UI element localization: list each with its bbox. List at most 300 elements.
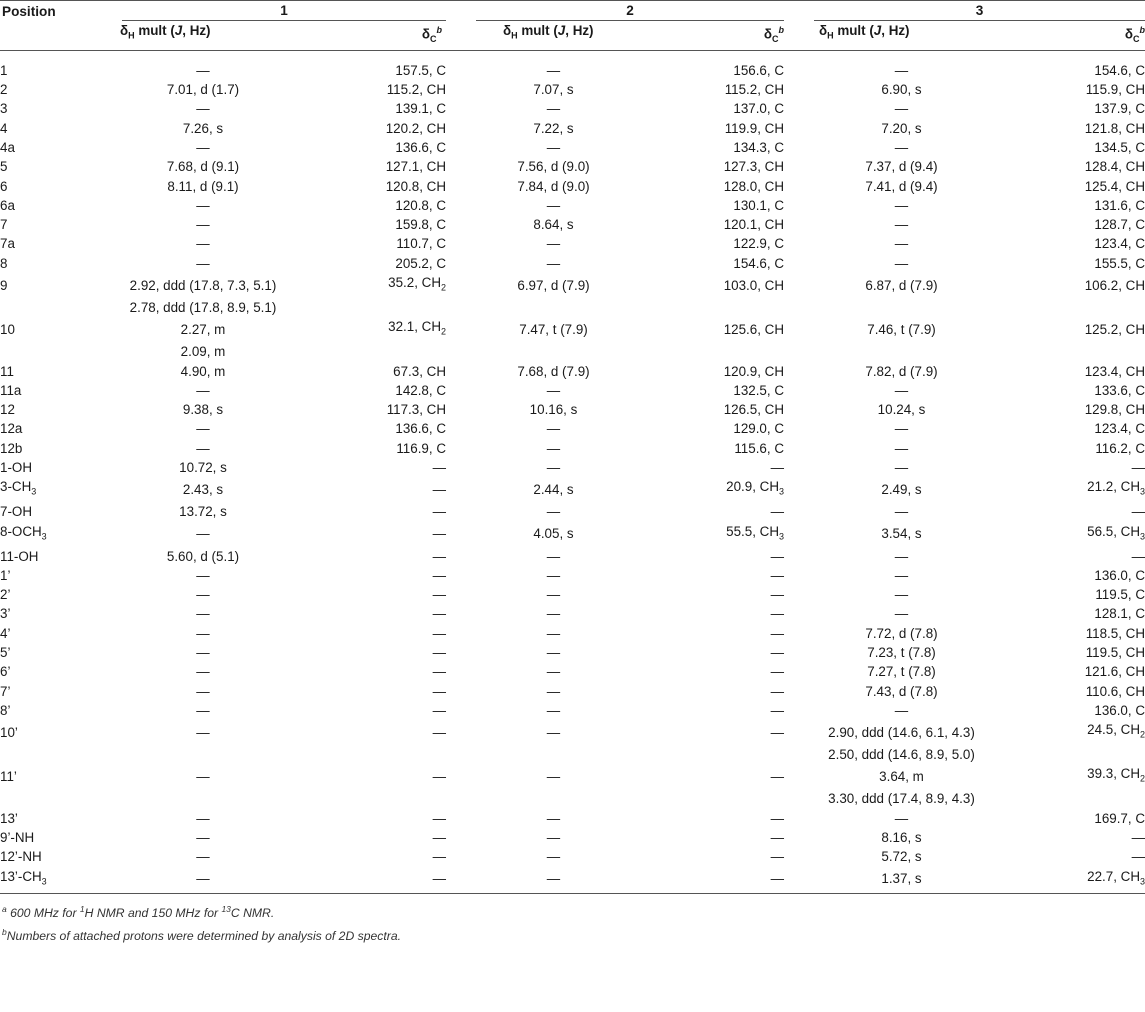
dh-cell-3: 3.64, m (879, 769, 924, 785)
dh-cell-1: — (196, 625, 210, 641)
dc-cell-2: — (770, 725, 784, 741)
dh-cell-3: 6.87, d (7.9) (865, 277, 938, 293)
dc-cell-1: — (432, 830, 446, 846)
dc-cell-1: 116.9, C (396, 440, 446, 456)
table-row (0, 604, 1145, 623)
dh-cell-1: — (196, 664, 210, 680)
dc-cell-1: 136.6, C (395, 139, 446, 155)
dc-cell-3: 24.5, $CH_2$ (1087, 722, 1145, 740)
dc-cell-1: — (432, 460, 446, 476)
table-row (0, 566, 1145, 585)
dh-cell-2: — (546, 702, 561, 718)
table-row (0, 400, 1145, 419)
position-cell: 11 (0, 363, 14, 379)
dh-cell-3: 3.54, s (881, 526, 922, 542)
position-cell (0, 789, 112, 808)
dc-cell-3 (1019, 789, 1145, 808)
dc-cell-2: 137.0, C (733, 101, 784, 117)
dc-cell-1 (294, 342, 446, 361)
dh-cell-2: — (546, 440, 561, 456)
dh-cell-2: — (546, 645, 561, 661)
dc-cell-1: 120.8, CH (385, 178, 446, 194)
table-row (0, 381, 1145, 400)
dh-cell-1: — (196, 217, 210, 233)
table-row (0, 317, 1145, 342)
table-row (0, 196, 1145, 215)
compound-1-header: 1 (112, 1, 446, 22)
dc-cell-2: 156.6, C (733, 62, 784, 78)
dc-cell-1: — (432, 849, 446, 865)
dh-cell-2 (446, 789, 661, 808)
dc-cell-1: — (432, 664, 446, 680)
table-row (0, 682, 1145, 701)
dh-cell-1: — (196, 139, 210, 155)
dh-cell-2: — (546, 625, 561, 641)
dh-cell-3: — (894, 504, 909, 520)
dc-cell-2 (661, 745, 784, 764)
position-cell: 10’ (0, 725, 18, 741)
dh-cell-1: — (196, 197, 210, 213)
dh-cell-2: — (446, 867, 661, 893)
dc-cell-3: 134.5, C (1094, 139, 1145, 155)
table-row (0, 643, 1145, 662)
table-row (0, 99, 1145, 118)
dh-cell-3: 1.37, s (784, 867, 1019, 893)
dc-cell-2: — (770, 664, 784, 680)
dc-cell-1: 35.2, $CH_2$ (388, 275, 446, 293)
dc-cell-3: 128.4, CH (1084, 159, 1145, 175)
dh-cell-3: 7.41, d (9.4) (865, 178, 938, 194)
dc-cell-2: 119.9, CH (724, 120, 784, 136)
dc-cell-1: — (432, 645, 446, 661)
table-row (0, 177, 1145, 196)
position-cell: 4’ (0, 625, 11, 641)
dc-cell-1: 136.6, C (395, 421, 446, 437)
dc-cell-3: 119.5, C (1095, 587, 1145, 603)
dh-cell-2: 7.47, t (7.9) (519, 322, 588, 338)
dc-cell-2: — (770, 625, 784, 641)
dc-cell-1: 115.2, CH (386, 82, 446, 98)
table-row (0, 477, 1145, 502)
dh-cell-3: 3.30, ddd (17.4, 8.9, 4.3) (828, 791, 975, 807)
dh-cell-1: — (196, 810, 210, 826)
dh-cell-3: — (894, 810, 909, 826)
dc-cell-2: 120.9, CH (723, 363, 784, 379)
dc-cell-1: — (432, 702, 446, 718)
dh-cell-2: — (546, 587, 561, 603)
dh-cell-1: — (196, 830, 210, 846)
table-row (0, 585, 1145, 604)
dc-cell-1 (294, 298, 446, 317)
position-cell: $8-OCH_3$ (0, 523, 47, 542)
position-cell: 8 (0, 255, 8, 271)
dh-cell-3: — (894, 197, 909, 213)
table-row (0, 764, 1145, 789)
dc-cell-2: 103.0, CH (723, 277, 784, 293)
dc-cell-3: 129.8, CH (1084, 402, 1145, 418)
dc-cell-2: 127.3, CH (723, 159, 784, 175)
position-cell: 6’ (0, 664, 11, 680)
table-row (0, 80, 1145, 99)
table-row (0, 254, 1145, 273)
dh-cell-2 (446, 745, 661, 764)
dh-cell-2: — (546, 830, 561, 846)
table-row (0, 439, 1145, 458)
dh-cell-3: — (894, 460, 909, 476)
table-row (0, 273, 1145, 298)
compound-3-header: 3 (784, 1, 1145, 22)
table-row (0, 458, 1145, 477)
dh-cell-2: — (546, 236, 561, 252)
dh-cell-3: 2.90, ddd (14.6, 6.1, 4.3) (828, 725, 975, 741)
footnote-b: $^b$Numbers of attached protons were determined by analysis of 2D spectra. (2, 926, 401, 943)
dh-cell-1: 9.38, s (182, 402, 224, 418)
position-cell: 2’ (0, 587, 11, 603)
dh-cell-2: 7.56, d (9.0) (517, 159, 590, 175)
dh-cell-2: — (546, 460, 561, 476)
dh-cell-1: — (196, 440, 210, 456)
table-row (0, 522, 1145, 547)
dc-cell-1: 142.8, C (395, 382, 446, 398)
table-row (0, 867, 1145, 893)
dc-cell-1 (294, 745, 446, 764)
dc-cell-3: 155.5, C (1094, 255, 1145, 271)
position-cell: 9’-NH (0, 830, 35, 846)
dh-cell-2: — (546, 606, 561, 622)
dh-cell-1: 7.26, s (182, 120, 224, 136)
dc-cell-1: — (432, 606, 446, 622)
position-header: Position (0, 1, 112, 22)
dh-cell-3: — (894, 217, 909, 233)
dc-cell-2: 154.6, C (733, 255, 784, 271)
position-cell: $13’-CH_3$ (0, 867, 112, 893)
dc-cell-1: — (432, 587, 446, 603)
position-cell: 13’ (0, 810, 18, 826)
dc-cell-2: — (770, 645, 784, 661)
dh-cell-2: 7.84, d (9.0) (517, 178, 590, 194)
dh-cell-2: — (546, 197, 561, 213)
dc-cell-2: 129.0, C (733, 421, 784, 437)
dc-cell-1: — (432, 548, 446, 564)
dh-cell-3: — (894, 567, 909, 583)
dc-cell-2: — (770, 830, 784, 846)
dc-cell-2: 122.9, C (733, 236, 784, 252)
dh-cell-2: 10.16, s (529, 402, 578, 418)
dc-header-1: $\delta_C^b$ (294, 21, 446, 50)
dc-cell-2 (661, 789, 784, 808)
dh-cell-3: 7.43, d (7.8) (865, 683, 938, 699)
dh-cell-1: — (196, 587, 210, 603)
dh-cell-1: — (196, 62, 210, 78)
dc-cell-2: 130.1, C (733, 197, 784, 213)
dc-cell-3: 136.0, C (1094, 567, 1145, 583)
dc-cell-2: 132.5, C (733, 382, 784, 398)
dh-cell-1: 2.92, ddd (17.8, 7.3, 5.1) (129, 277, 277, 293)
dc-cell-3: 116.2, C (1095, 440, 1145, 456)
dh-cell-2: — (546, 255, 561, 271)
dh-cell-1: 13.72, s (179, 504, 227, 520)
dh-cell-1: 4.90, m (180, 363, 226, 379)
table-row (0, 61, 1145, 80)
dh-cell-3: 8.16, s (881, 830, 922, 846)
dc-cell-3: — (1131, 548, 1145, 564)
dh-cell-1: 7.01, d (1.7) (166, 82, 240, 98)
dh-cell-2 (446, 298, 661, 317)
position-cell: 7-OH (0, 504, 32, 520)
dc-cell-1: — (432, 769, 446, 785)
position-cell: 7’ (0, 683, 11, 699)
dh-cell-3: 2.49, s (881, 482, 922, 498)
dc-cell-3: 115.9, CH (1085, 82, 1145, 98)
dh-cell-3: — (894, 421, 909, 437)
dh-cell-3: 7.46, t (7.9) (867, 322, 936, 338)
dc-cell-1: 32.1, $CH_2$ (388, 319, 446, 337)
dh-cell-3: 7.37, d (9.4) (865, 159, 938, 175)
table-row (0, 215, 1145, 234)
dc-cell-3: 123.4, C (1094, 421, 1145, 437)
dh-cell-1: — (196, 101, 210, 117)
dh-cell-1: — (196, 725, 210, 741)
dh-cell-3: — (894, 587, 909, 603)
table-row (0, 342, 1145, 361)
dc-cell-3: 131.6, C (1094, 197, 1145, 213)
dh-cell-3: — (894, 440, 909, 456)
position-cell: 7 (0, 217, 8, 233)
dc-cell-1: — (432, 810, 446, 826)
dh-cell-3: 7.27, t (7.8) (867, 664, 936, 680)
dc-cell-2: 115.2, CH (724, 82, 784, 98)
table-footnotes (0, 900, 1145, 946)
dh-cell-3: — (894, 255, 909, 271)
dc-cell-3: 118.5, CH (1085, 625, 1145, 641)
dh-cell-3: — (894, 702, 909, 718)
compound-2-header: 2 (446, 1, 784, 22)
dc-cell-3: — (1131, 849, 1145, 865)
dh-cell-1: — (196, 645, 210, 661)
dc-cell-1: — (432, 504, 446, 520)
dc-cell-2: — (770, 567, 784, 583)
dh-header-2: $\delta_H$ mult (J, Hz) (446, 21, 661, 50)
dc-cell-1: — (432, 482, 446, 498)
dh-cell-3: 2.50, ddd (14.6, 8.9, 5.0) (828, 747, 975, 763)
dh-cell-3: 10.24, s (877, 402, 926, 418)
dh-cell-2: — (546, 504, 561, 520)
dc-cell-3: 128.1, C (1094, 606, 1145, 622)
position-cell: 1-OH (0, 460, 32, 476)
dh-cell-1: — (196, 769, 210, 785)
position-cell: 7a (0, 236, 15, 252)
dc-cell-3: 128.7, C (1094, 217, 1145, 233)
position-cell: 5 (0, 159, 8, 175)
dh-cell-2: — (546, 683, 561, 699)
position-cell: 3’ (0, 606, 11, 622)
dc-cell-3: 137.9, C (1094, 101, 1145, 117)
dc-cell-3: 119.5, CH (1085, 645, 1145, 661)
dc-cell-2: 126.5, CH (723, 402, 784, 418)
dh-cell-3: — (894, 139, 909, 155)
table-row (0, 502, 1145, 521)
dh-header-1: $\delta_H$ mult (J, Hz) (112, 21, 294, 50)
position-cell: 9 (0, 277, 8, 293)
position-cell: 4 (0, 120, 8, 136)
dh-cell-2: — (546, 62, 561, 78)
position-cell: 6 (0, 178, 8, 194)
position-cell: 10 (0, 322, 15, 338)
dh-cell-2: 7.22, s (533, 120, 574, 136)
position-cell: 2 (0, 82, 8, 98)
position-cell: 1’ (0, 567, 11, 583)
position-cell: 6a (0, 197, 15, 213)
dh-cell-1: — (196, 526, 210, 542)
dc-cell-3: 125.4, CH (1084, 178, 1145, 194)
dc-cell-2: — (770, 810, 784, 826)
dc-cell-1: 67.3, CH (393, 363, 446, 379)
table-row (0, 119, 1145, 138)
position-cell: 11-OH (0, 548, 39, 564)
dh-cell-2: — (546, 810, 561, 826)
position-cell (0, 342, 112, 361)
dh-cell-2: — (546, 725, 561, 741)
dc-cell-3 (1019, 298, 1145, 317)
table-body (0, 50, 1145, 893)
table-subheader-row (0, 21, 1145, 50)
dc-cell-2 (661, 298, 784, 317)
dh-cell-1: — (196, 606, 210, 622)
dh-cell-3: — (894, 606, 909, 622)
dc-cell-3: 125.2, CH (1084, 322, 1145, 338)
dh-cell-2: 6.97, d (7.9) (517, 277, 590, 293)
position-cell: 4a (0, 139, 15, 155)
dc-cell-2: — (661, 867, 784, 893)
dh-cell-1: 2.09, m (180, 344, 226, 360)
dc-header-2: $\delta_C^b$ (661, 21, 784, 50)
dc-cell-2: — (770, 587, 784, 603)
table-row (0, 157, 1145, 176)
dc-cell-2 (661, 342, 784, 361)
position-cell (0, 745, 112, 764)
dc-cell-3 (1019, 342, 1145, 361)
dc-cell-1: 127.1, CH (385, 159, 446, 175)
dh-cell-3: 6.90, s (881, 82, 922, 98)
position-cell: 12 (0, 402, 15, 418)
dh-cell-1: — (196, 702, 210, 718)
dc-cell-3: — (1131, 460, 1145, 476)
dc-cell-1: 139.1, C (395, 101, 446, 117)
dh-cell-1: 10.72, s (179, 460, 227, 476)
dh-cell-1: — (196, 255, 210, 271)
dc-cell-3: 169.7, C (1094, 810, 1145, 826)
dh-cell-3 (784, 298, 1019, 317)
dc-cell-2: 125.6, CH (723, 322, 784, 338)
dc-cell-3: — (1131, 830, 1145, 846)
dh-cell-2: — (546, 382, 561, 398)
position-cell: 11’ (0, 769, 17, 785)
dc-cell-3: 39.3, $CH_2$ (1087, 766, 1145, 785)
position-cell: 11a (0, 382, 22, 398)
dh-cell-2 (446, 342, 661, 361)
dc-cell-1: — (294, 867, 446, 893)
table-row (0, 234, 1145, 253)
dh-cell-3: 7.72, d (7.8) (865, 625, 938, 641)
dc-cell-3: 123.4, C (1094, 236, 1145, 252)
position-cell: $3-CH_3$ (0, 479, 37, 497)
position-cell: 5’ (0, 645, 11, 661)
table-row (0, 624, 1145, 643)
dc-cell-1 (294, 789, 446, 808)
dc-cell-2: 55.5, $CH_3$ (726, 523, 784, 542)
dh-cell-3: 7.82, d (7.9) (865, 363, 938, 379)
table-header-row (0, 1, 1145, 22)
dc-cell-2: — (770, 683, 784, 699)
dh-cell-3: — (894, 101, 909, 117)
dc-cell-3: 106.2, CH (1084, 277, 1145, 293)
table-row (0, 138, 1145, 157)
dc-cell-1: 205.2, C (395, 255, 446, 271)
dh-cell-1 (112, 789, 294, 808)
position-cell: 12a (0, 421, 23, 437)
dc-cell-2: 128.0, CH (723, 178, 784, 194)
table-row (0, 809, 1145, 828)
dc-cell-1: — (432, 526, 446, 542)
dh-cell-2: — (546, 769, 561, 785)
dc-cell-3: 121.8, CH (1084, 120, 1145, 136)
position-cell: 12b (0, 440, 23, 456)
footnote-a: $^a$ 600 MHz for $^1$H NMR and 150 MHz for $^{13}$C NMR. (2, 903, 275, 920)
dc-cell-3: 154.6, C (1094, 62, 1145, 78)
position-cell: 1 (0, 62, 8, 78)
table-row (0, 847, 1145, 866)
dc-cell-1: — (432, 683, 446, 699)
dh-header-3: $\delta_H$ mult (J, Hz) (784, 21, 1019, 50)
dh-cell-1: — (112, 867, 294, 893)
dc-cell-2: — (770, 849, 784, 865)
dh-cell-2: 8.64, s (533, 217, 574, 233)
dc-cell-2: — (770, 769, 784, 785)
dc-cell-1: — (432, 625, 446, 641)
dc-cell-3: 22.7, $CH_3$ (1019, 867, 1145, 893)
table-row (0, 701, 1145, 720)
dc-cell-2: — (770, 548, 784, 564)
dh-cell-3: — (894, 382, 909, 398)
dc-cell-3: 21.2, $CH_3$ (1087, 479, 1145, 497)
dh-cell-1: 2.27, m (180, 322, 226, 338)
table-row (0, 298, 1145, 317)
dh-cell-1: — (196, 236, 210, 252)
dc-cell-3: 136.0, C (1094, 702, 1145, 718)
dh-cell-1: — (196, 683, 210, 699)
dh-cell-2: 7.07, s (533, 82, 574, 98)
dh-cell-1: — (196, 421, 210, 437)
dc-cell-1: 120.8, C (395, 197, 446, 213)
dh-cell-1: 2.78, ddd (17.8, 8.9, 5.1) (129, 299, 277, 315)
dc-cell-1: — (432, 567, 446, 583)
dh-cell-3: — (894, 548, 909, 564)
dh-cell-1: 2.43, s (182, 482, 224, 498)
dh-cell-1: — (196, 567, 210, 583)
table-row (0, 745, 1145, 764)
dh-cell-2: 2.44, s (533, 482, 574, 498)
dc-cell-1: 159.8, C (395, 217, 446, 233)
dc-cell-2: 120.1, CH (723, 217, 784, 233)
dh-cell-1: 8.11, d (9.1) (167, 178, 239, 194)
dc-cell-2: — (770, 504, 784, 520)
dh-cell-3: 5.72, s (881, 849, 922, 865)
dh-cell-2: — (546, 849, 561, 865)
dc-cell-3: — (1131, 504, 1145, 520)
dh-cell-3: — (894, 62, 909, 78)
dc-cell-2: — (770, 606, 784, 622)
table-row (0, 362, 1145, 381)
